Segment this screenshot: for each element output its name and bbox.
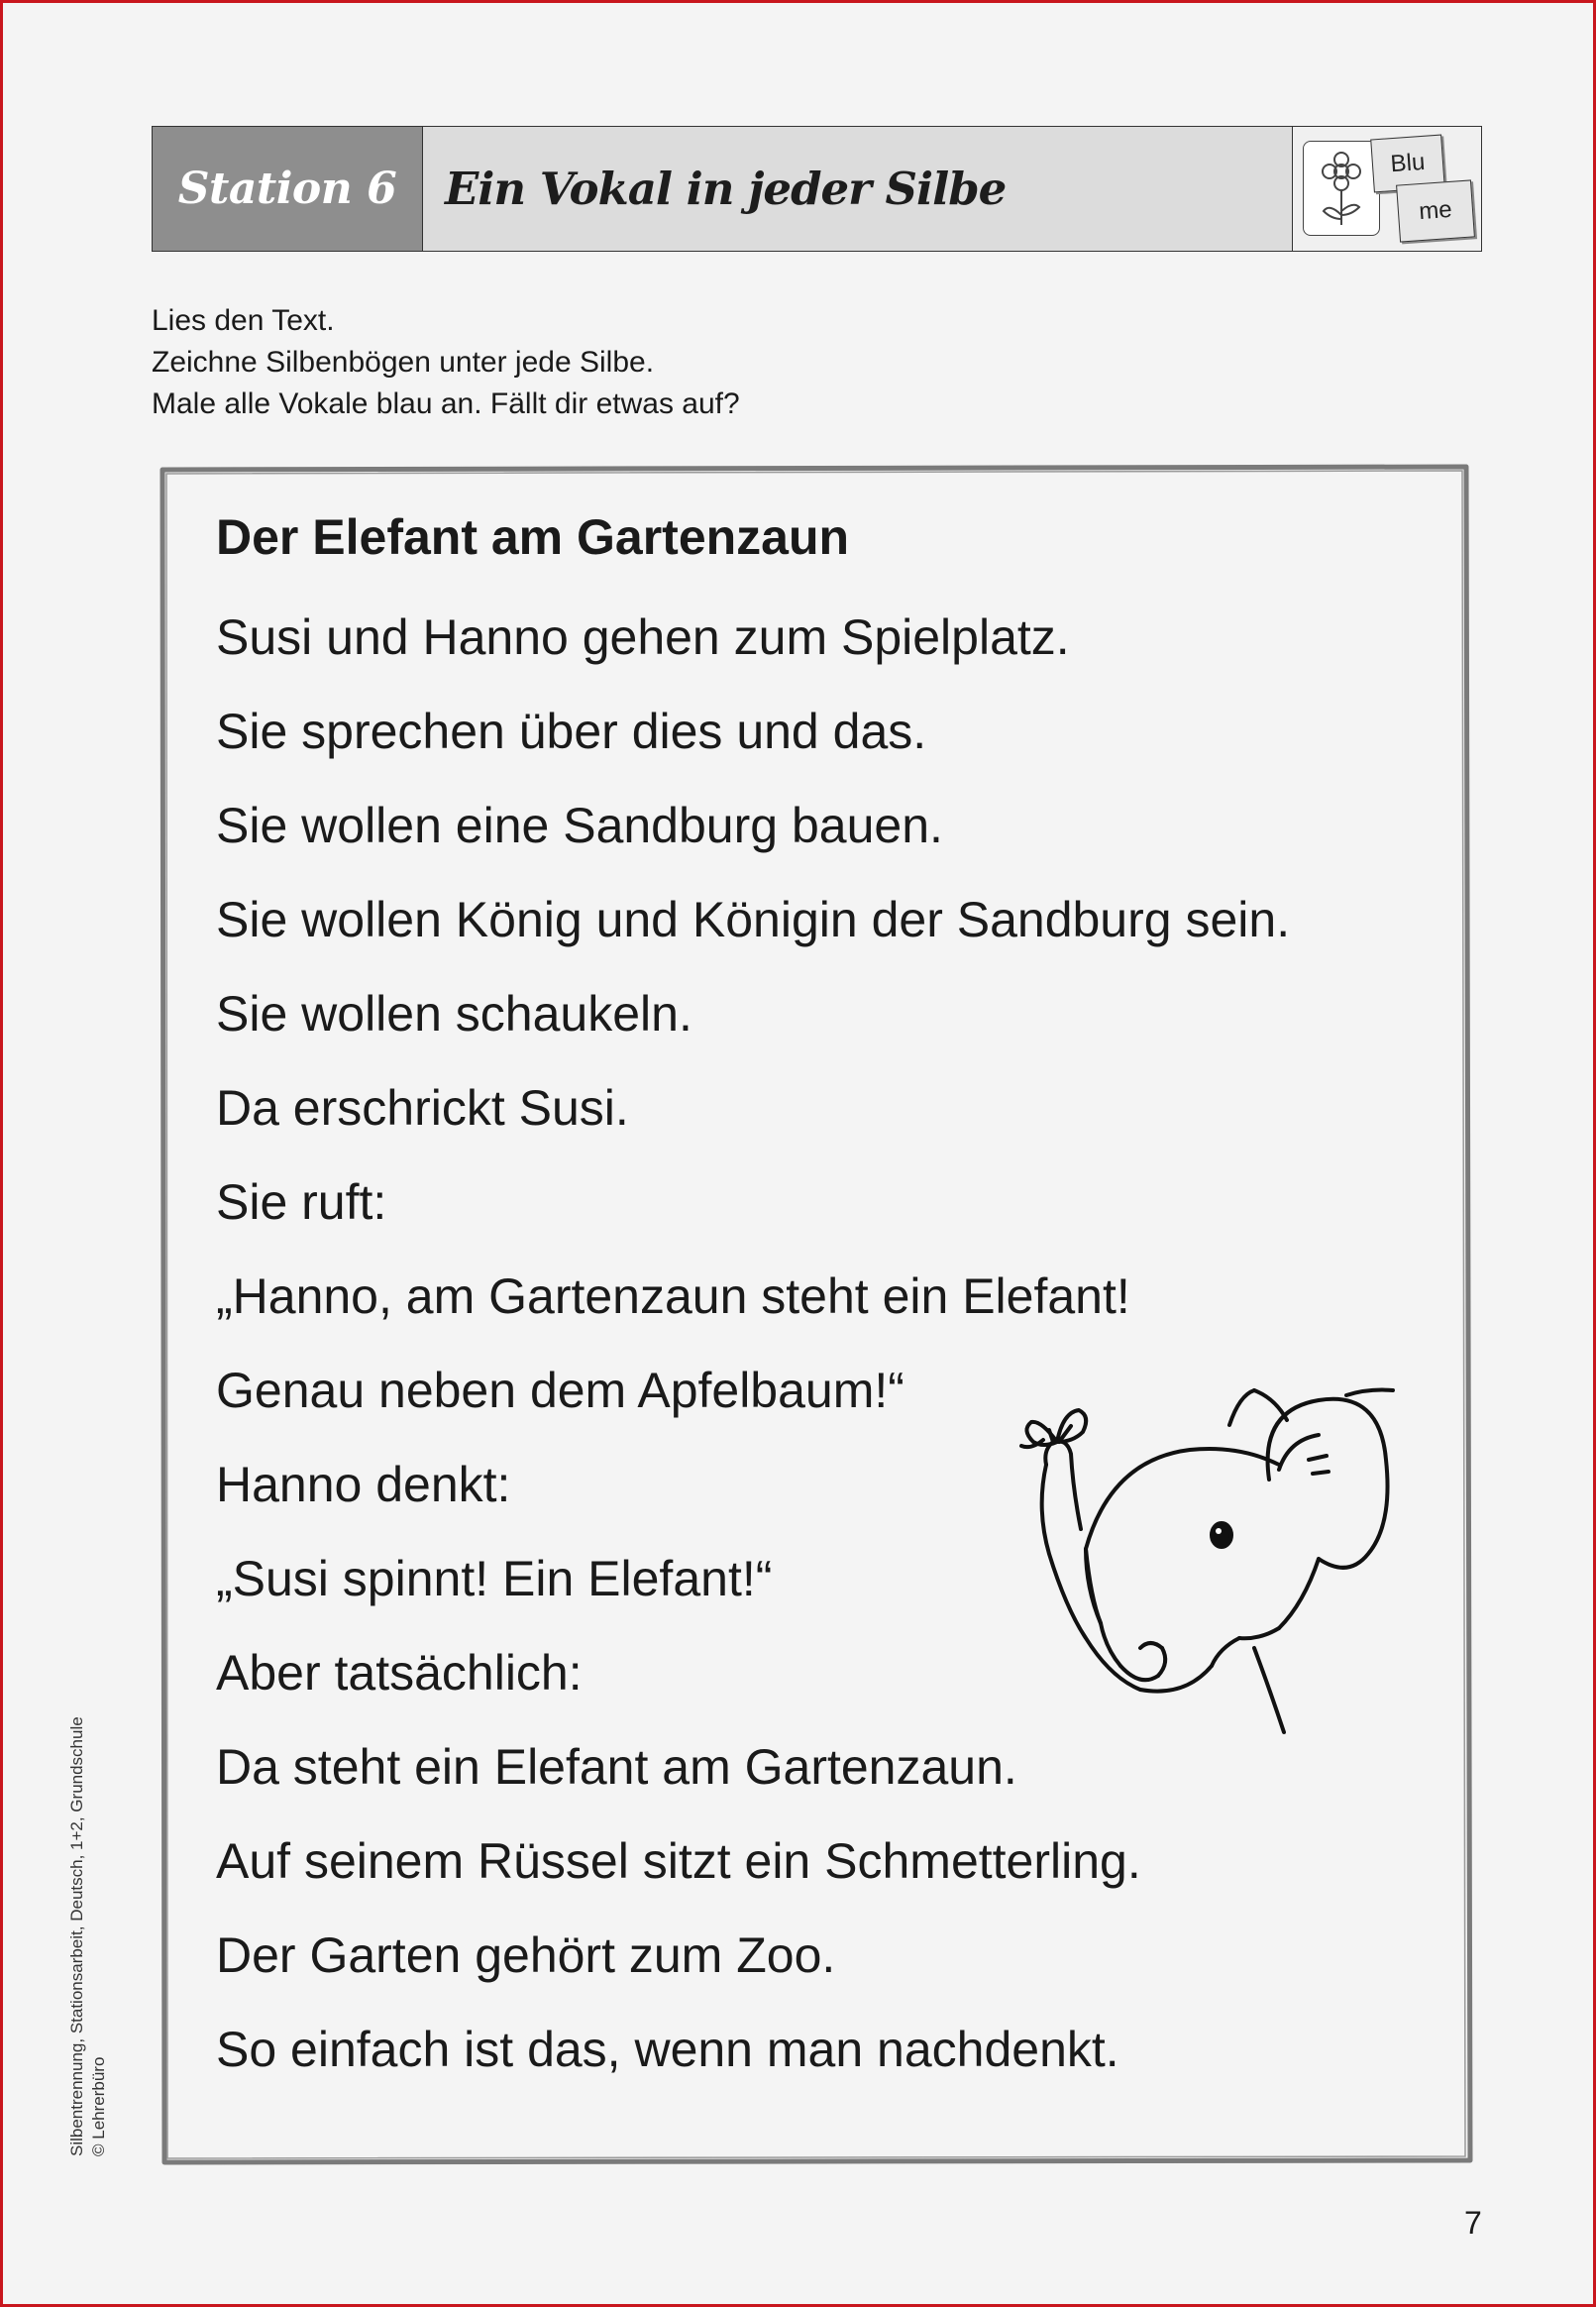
credit-line: Silbentrennung, Stationsarbeit, Deutsch, 1+2, Grundschule <box>67 1716 86 2156</box>
story-line: Sie ruft: <box>216 1174 387 1230</box>
story-line: Susi und Hanno gehen zum Spielplatz. <box>216 609 1070 665</box>
logo-card-blu: Blu <box>1370 135 1445 193</box>
story-line: Genau neben dem Apfelbaum!“ <box>216 1363 904 1418</box>
story-line: Aber tatsächlich: <box>216 1645 583 1701</box>
story-line: „Hanno, am Gartenzaun steht ein Elefant! <box>216 1268 1130 1324</box>
station-title: Ein Vokal in jeder Silbe <box>445 163 1007 215</box>
story-text <box>216 596 1454 2102</box>
instruction-line: Lies den Text. <box>152 304 335 337</box>
story-line: „Susi spinnt! Ein Elefant!“ <box>216 1551 773 1606</box>
story-line: So einfach ist das, wenn man nachdenkt. <box>216 2022 1119 2077</box>
story-line: Sie sprechen über dies und das. <box>216 704 927 759</box>
story-line: Auf seinem Rüssel sitzt ein Schmetterling. <box>216 1833 1141 1889</box>
logo-card-me: me <box>1396 179 1475 242</box>
story-line: Sie wollen eine Sandburg bauen. <box>216 798 943 853</box>
story-title: Der Elefant am Gartenzaun <box>216 509 850 565</box>
station-header <box>152 126 1482 252</box>
copyright-credit <box>66 1443 126 2156</box>
instruction-line: Male alle Vokale blau an. Fällt dir etwas auf? <box>152 387 740 420</box>
blume-logo <box>1292 127 1481 251</box>
instruction-line: Zeichne Silbenbögen unter jede Silbe. <box>152 346 655 379</box>
story-line: Sie wollen König und Königin der Sandburg sein. <box>216 892 1291 947</box>
story-line: Hanno denkt: <box>216 1457 511 1512</box>
station-label: Station 6 <box>153 127 423 251</box>
worksheet-page <box>3 3 1593 2304</box>
page-number: 7 <box>1464 2205 1482 2241</box>
credit-line: © Lehrerbüro <box>89 2056 108 2156</box>
story-line: Der Garten gehört zum Zoo. <box>216 1927 836 1983</box>
task-instructions <box>152 300 1439 425</box>
story-line: Da erschrickt Susi. <box>216 1080 629 1136</box>
story-line: Sie wollen schaukeln. <box>216 986 692 1042</box>
flower-icon <box>1303 141 1380 236</box>
elephant-with-butterfly-icon <box>992 1351 1408 1752</box>
story-line: Da steht ein Elefant am Gartenzaun. <box>216 1739 1017 1795</box>
